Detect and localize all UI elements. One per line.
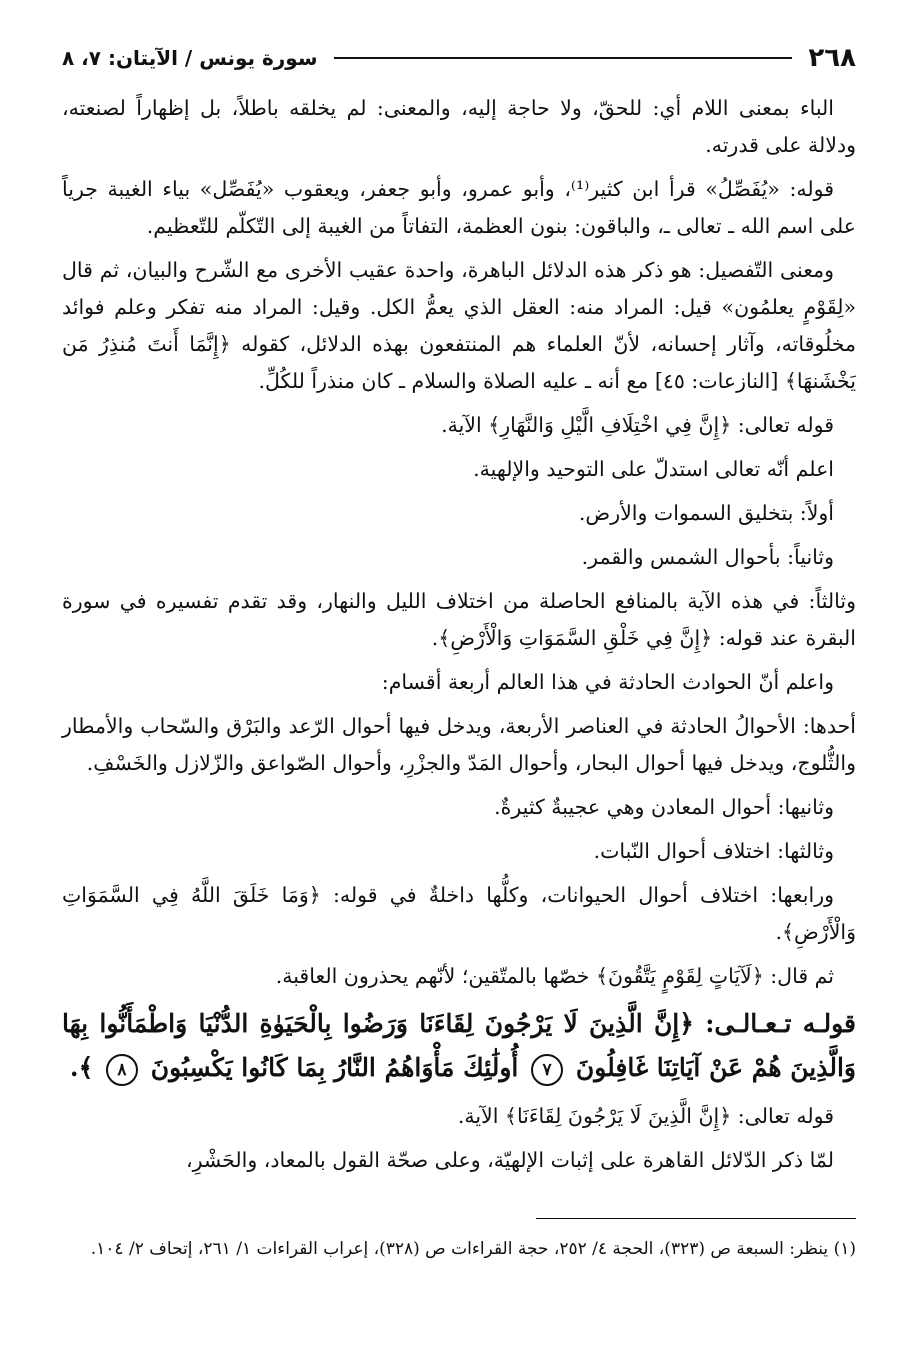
paragraph: ورابعها: اختلاف أحوال الحيوانات، وكلُّها داخلةٌ في قوله: ﴿وَمَا خَلَقَ اللَّهُ فِي السَّمَوَاتِ وَالْأَرْضِ﴾. [62,883,856,944]
paragraph: قوله تعالى: ﴿إِنَّ فِي اخْتِلَافِ الَّيْلِ وَالنَّهَارِ﴾ الآية. [441,413,834,437]
paragraph: ومعنى التّفصيل: هو ذكر هذه الدلائل الباهرة، واحدة عقيب الأخرى مع الشّرح والبيان، ثم قال «لِقَوْمٍ يعلمُون» قيل: المراد منه: العقل الذي يعمُّ الكل. وقيل: المراد منه تفكر وعلم فوائد مخلُوقاته، وآثار إحسانه، لأنّ العلماء هم المنتفعون بهذه الدلائل، كقوله ﴿إِنَّمَا أَنتَ مُنذِرُ مَن يَخْشَنهَا﴾ [النازعات: ٤٥] مع أنه ـ عليه الصلاة والسلام ـ كان منذراً للكُلِّ. [62,258,856,393]
paragraph: الباء بمعنى اللام أي: للحقّ، ولا حاجة إليه، والمعنى: لم يخلقه باطلاً، بل إظهاراً لصنعته، ودلالة على قدرته. [62,96,856,157]
paragraph: أولاً: بتخليق السموات والأرض. [578,501,834,525]
ayah-number-marker: ٨ [106,1054,138,1086]
page-number: ٢٦٨ [808,43,856,73]
ayah-number-marker: ٧ [531,1054,563,1086]
footnotes [62,1232,856,1266]
verse-text: أُولَٰئِكَ مَأْوَاهُمُ النَّارُ بِمَا كَانُوا يَكْسِبُونَ [150,1053,519,1082]
page-header [62,38,856,78]
paragraph: ثم قال: ﴿لَآيَاتٍ لِقَوْمٍ يَتَّقُونَ﴾ خصّها بالمتّقين؛ لأنّهم يحذرون العاقبة. [275,964,834,988]
paragraph: وثالثاً: في هذه الآية بالمنافع الحاصلة من اختلاف الليل والنهار، وقد تقدم تفسيره في سورة البقرة عند قوله: ﴿إِنَّ فِي خَلْقِ السَّمَوَاتِ وَالْأَرْضِ﴾. [62,589,856,650]
paragraph: لمّا ذكر الدّلائل القاهرة على إثبات الإلهيّة، وعلى صحّة القول بالمعاد، والحَشْرِ، [185,1148,834,1172]
quran-verse-block [62,1002,856,1090]
paragraph: قوله تعالى: ﴿إِنَّ الَّذِينَ لَا يَرْجُونَ لِقَاءَنَا﴾ الآية. [457,1104,834,1128]
main-text [62,90,856,1179]
paragraph: وثانياً: بأحوال الشمس والقمر. [581,545,834,569]
paragraph: اعلم أنّه تعالى استدلّ على التوحيد والإلهية. [473,457,834,481]
verse-lead: قولـه تـعـالـى: [705,1009,856,1038]
paragraph: أحدها: الأحوالُ الحادثة في العناصر الأربعة، ويدخل فيها أحوال الرّعد والبَرْق والسّحاب والأمطار والثُّلوج، ويدخل فيها أحوال البحار، وأحوال المَدّ والجزْرِ، وأحوال الصّواعق والزّلازل والخَسْفِ. [62,714,856,775]
footnote-separator [536,1218,856,1219]
running-title: سورة يونس / الآيتان: ٧، ٨ [62,46,318,70]
paragraph: وثانيها: أحوال المعادن وهي عجيبةٌ كثيرةٌ. [494,795,834,819]
paragraph: وثالثها: اختلاف أحوال النّبات. [593,839,834,863]
verse-close: ﴾. [69,1053,94,1082]
verse-text: ﴿إِنَّ الَّذِينَ لَا يَرْجُونَ لِقَاءَنَا وَرَضُوا بِالْحَيَوٰةِ الدُّنْيَا وَاطْمَأَنُّوا بِهَا وَالَّذِينَ هُمْ عَنْ آيَاتِنَا غَافِلُونَ [62,1009,856,1082]
paragraph: واعلم أنّ الحوادث الحادثة في هذا العالم أربعة أقسام: [381,670,834,694]
header-rule [334,57,793,59]
paragraph: قوله: «يُفَصِّلُ» قرأ ابن كثير⁽¹⁾، وأبو عمرو، وأبو جعفر، ويعقوب «يُفَصِّل» بياء الغيبة جرياً على اسم الله ـ تعالى ـ، والباقون: بنون العظمة، التفاتاً من الغيبة إلى التّكلّم للتّعظيم. [62,177,856,238]
footnote: (١) ينظر: السبعة ص (٣٢٣)، الحجة ٤/ ٢٥٢، حجة القراءات ص (٣٢٨)، إعراب القراءات ١/ ٢٦١، إتحاف ٢/ ١٠٤. [90,1239,856,1259]
